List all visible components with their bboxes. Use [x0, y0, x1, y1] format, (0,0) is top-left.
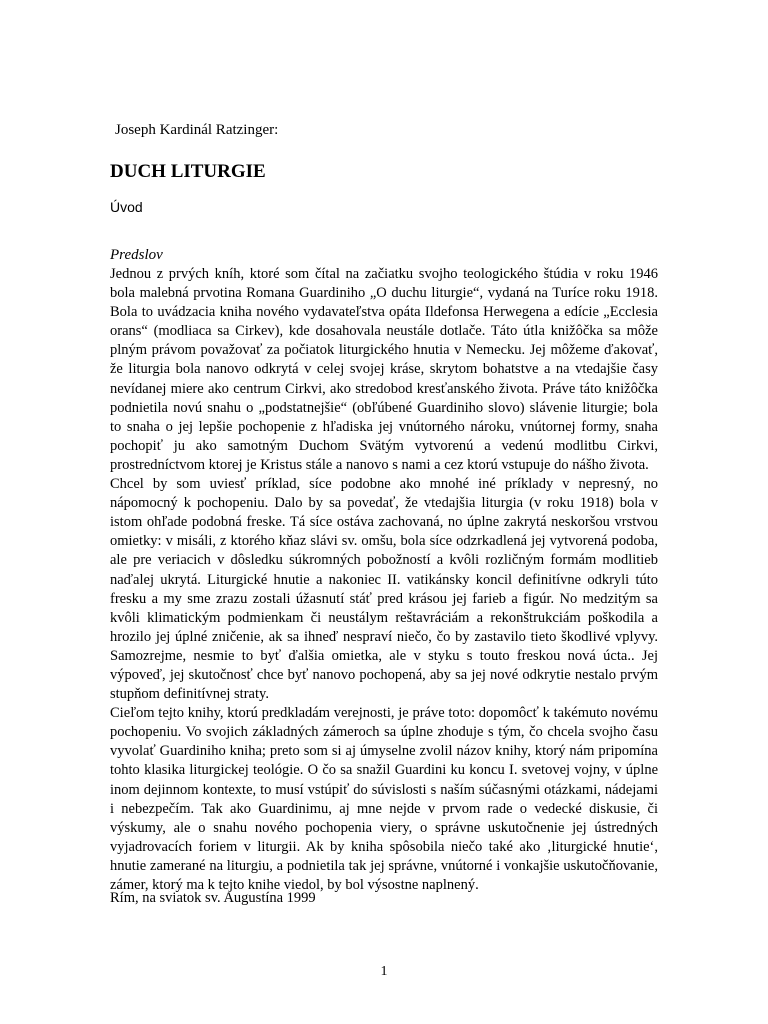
- paragraph-1: Jednou z prvých kníh, ktoré som čítal na začiatku svojho teologického štúdia v roku 1946 bola malebná prvotina Romana Guardiniho „O duchu liturgie“, vydaná na Turíce roku 1918. Bola to uvádzacia kniha nového vydavateľstva opáta Ildefonsa Herwegena a edície „Ecclesia orans“ (modliaca sa Cirkev), kde dosahovala neustále dotlače. Táto útla knižôčka sa môže plným právom považovať za počiatok liturgického hnutia v Nemecku. Jej môžeme ďakovať, že liturgia bola nanovo odkrytá v celej svojej kráse, skrytom bohatstve a na vtedajšie časy nevídanej miere ako centrum Cirkvi, ako stredobod kresťanského života. Práve táto knižôčka podnietila novú snahu o „podstatnejšie“ (obľúbené Guardiniho slovo) slávenie liturgie; bola to snaha o jej lepšie pochopenie z hľadiska jej vnútorného nároku, vnútornej formy, snaha pochopiť ju ako samotným Duchom Svätým vytvorenú a vedenú modlitbu Cirkvi, prostredníctvom ktorej je Kristus stále a nanovo s nami a cez ktorú vstupuje do nášho života.: [110, 266, 658, 473]
- subsection-heading: Predslov: [110, 247, 163, 263]
- page-number: 1: [380, 964, 388, 979]
- section-heading: Úvod: [110, 199, 143, 215]
- signature-line: Rím, na sviatok sv. Augustína 1999: [110, 890, 316, 906]
- author-line: Joseph Kardinál Ratzinger:: [115, 122, 279, 138]
- body-text: [110, 265, 658, 895]
- paragraph-2: Chcel by som uviesť príklad, síce podobne ako mnohé iné príklady v nepresný, no nápomocný k pochopeniu. Dalo by sa povedať, že vtedajšia liturgia (v roku 1918) bola v istom ohľade podobná freske. Tá síce ostáva zachovaná, no úplne zakrytá neskoršou vrstvou omietky: v misáli, z ktorého kňaz slávi sv. omšu, bola síce odzrkadlená jej vytvorená podoba, ale pre veriacich v dôsledku súkromných pobožností a kvôli rozličným formám modlitieb naďalej ukrytá. Liturgické hnutie a nakoniec II. vatikánsky koncil definitívne odkryli túto fresku a my sme zrazu zostali úžasnutí stáť pred krásou jej farieb a figúr. No medzitým sa kvôli klimatickým podmienkam či neustálym reštavráciám a rekonštrukciám poškodila a hrozilo jej úplné zničenie, ak sa ihneď nespraví niečo, čo by zastavilo tieto škodlivé vplyvy. Samozrejme, nesmie to byť ďalšia omietka, ale v styku s touto freskou nová úcta.. Jej výpoveď, jej skutočnosť chce byť nanovo pochopená, aby sa jej nové odkrytie nestalo prvým stupňom definitívnej straty.: [110, 476, 658, 703]
- paragraph-3: Cieľom tejto knihy, ktorú predkladám verejnosti, je práve toto: dopomôcť k takémuto novému pochopeniu. Vo svojich základných zámeroch sa úplne zhoduje s tým, čo chcela svojho času vyvolať Guardiniho kniha; preto som si aj úmyselne zvolil názov knihy, ktorý nám pripomína tohto klasika liturgickej teológie. O čo sa snažil Guardini ku koncu I. svetovej vojny, v úplne inom dejinnom kontexte, to musí vstúpiť do súvislosti s naším súčasnými otázkami, nádejami i nebezpečím. Tak ako Guardinimu, aj mne nejde v prvom rade o vedecké diskusie, či výskumy, ale o snahu nového pochopenia viery, o správne uskutočnenie jej ústredných vyjadrovacích foriem v liturgii. Ak by kniha spôsobila niečo také ako ‚liturgické hnutie‘, hnutie zamerané na liturgiu, a podnietila tak jej správne, vnútorné i vonkajšie uskutočňovanie, zámer, ktorý ma k tejto knihe viedol, by bol výsostne naplnený.: [110, 705, 658, 893]
- document-title: DUCH LITURGIE: [110, 161, 266, 182]
